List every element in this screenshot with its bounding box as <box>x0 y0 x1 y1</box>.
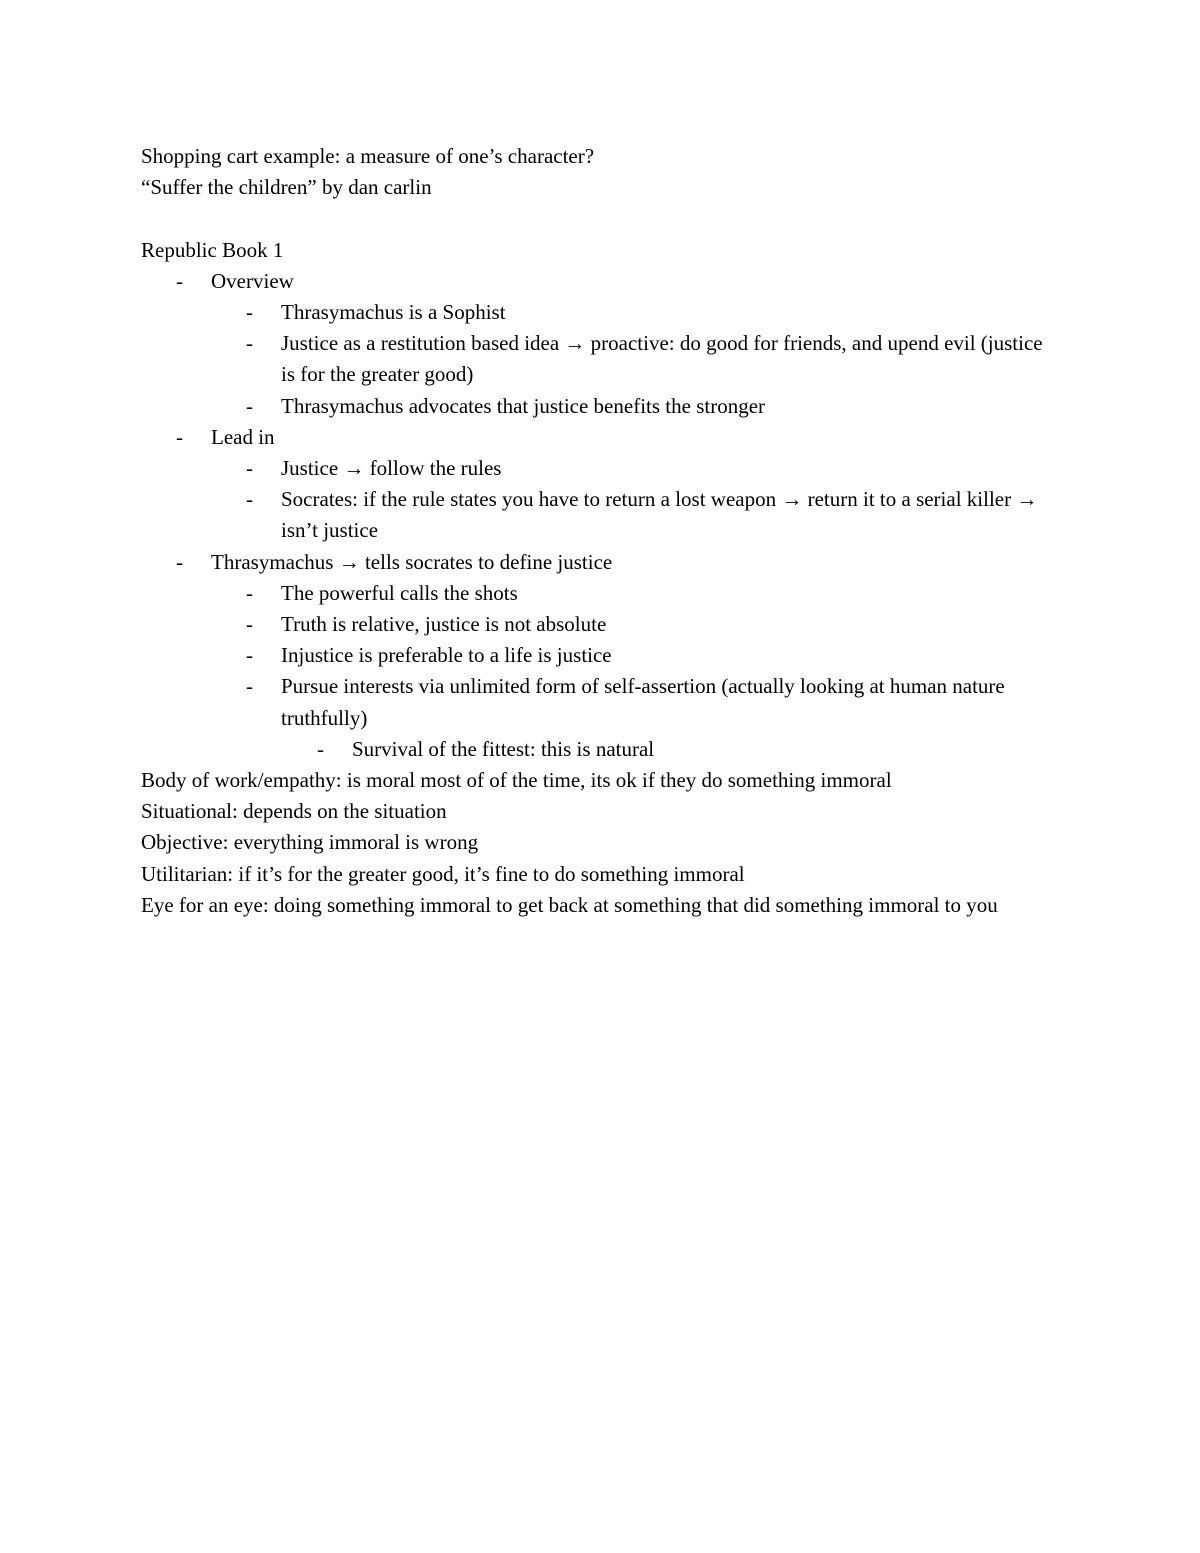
outline-label: Thrasymachus → tells socrates to define justice <box>211 549 613 574</box>
outline-item <box>141 422 1051 453</box>
bullet-dash: - <box>246 487 253 512</box>
outline-subitem-text: Justice as a restitution based idea → proactive: do good for friends, and upend evil (justice is for the greater good) <box>281 331 1043 387</box>
outline-subsubitem-text: Survival of the fittest: this is natural <box>352 736 655 761</box>
definition-line: Utilitarian: if it’s for the greater good, it’s fine to do something immoral <box>141 861 745 886</box>
outline-subitem-text: Injustice is preferable to a life is justice <box>281 643 612 668</box>
definition-line: Eye for an eye: doing something immoral to get back at something that did something immoral to you <box>141 892 998 917</box>
bullet-dash: - <box>176 549 183 574</box>
outline-subitem <box>141 391 1051 422</box>
intro-line: “Suffer the children” by dan carlin <box>141 175 432 200</box>
bullet-dash: - <box>246 331 253 356</box>
outline-subitem-text: Pursue interests via unlimited form of self-assertion (actually looking at human nature truthfully) <box>281 674 1005 730</box>
bullet-dash: - <box>176 424 183 449</box>
outline-subitem-text: Thrasymachus is a Sophist <box>281 300 506 324</box>
outline-label: Overview <box>211 268 294 293</box>
outline-subitem-text: The powerful calls the shots <box>281 580 518 605</box>
definition-line: Objective: everything immoral is wrong <box>141 830 479 855</box>
outline-subitem <box>141 609 1051 640</box>
definition-line: Situational: depends on the situation <box>141 799 447 824</box>
bullet-dash: - <box>246 674 253 699</box>
outline-subitem <box>141 578 1051 609</box>
outline-subitem <box>141 640 1051 671</box>
outline-subitem <box>141 671 1051 733</box>
bullet-dash: - <box>246 612 253 637</box>
section-title: Republic Book 1 <box>141 237 284 262</box>
outline-subitem-text: Thrasymachus advocates that justice benefits the stronger <box>281 393 766 418</box>
bullet-dash: - <box>317 736 324 761</box>
bullet-dash: - <box>176 268 183 293</box>
outline-item <box>141 547 1051 578</box>
outline-subitem-text: Socrates: if the rule states you have to return a lost weapon → return it to a serial killer → isn’t justice <box>281 487 1038 543</box>
outline-subitem <box>141 484 1051 546</box>
bullet-dash: - <box>246 643 253 668</box>
outline-label: Lead in <box>211 424 275 449</box>
outline-subitem-text: Justice → follow the rules <box>281 456 502 481</box>
outline-subitem-text: Truth is relative, justice is not absolute <box>281 612 607 637</box>
definition-line: Body of work/empathy: is moral most of of the time, its ok if they do something immoral <box>141 768 892 793</box>
outline-subitem <box>141 297 1051 328</box>
bullet-dash: - <box>246 456 253 481</box>
bullet-dash: - <box>246 580 253 605</box>
outline-subitem <box>141 328 1051 390</box>
outline-item <box>141 266 1051 297</box>
bullet-dash: - <box>246 393 253 418</box>
intro-line: Shopping cart example: a measure of one’s character? <box>141 144 595 168</box>
bullet-dash: - <box>246 300 253 324</box>
blank-line <box>141 203 1051 234</box>
outline-subsubitem <box>141 734 1051 765</box>
outline-subitem <box>141 453 1051 484</box>
document-body <box>141 141 1051 921</box>
